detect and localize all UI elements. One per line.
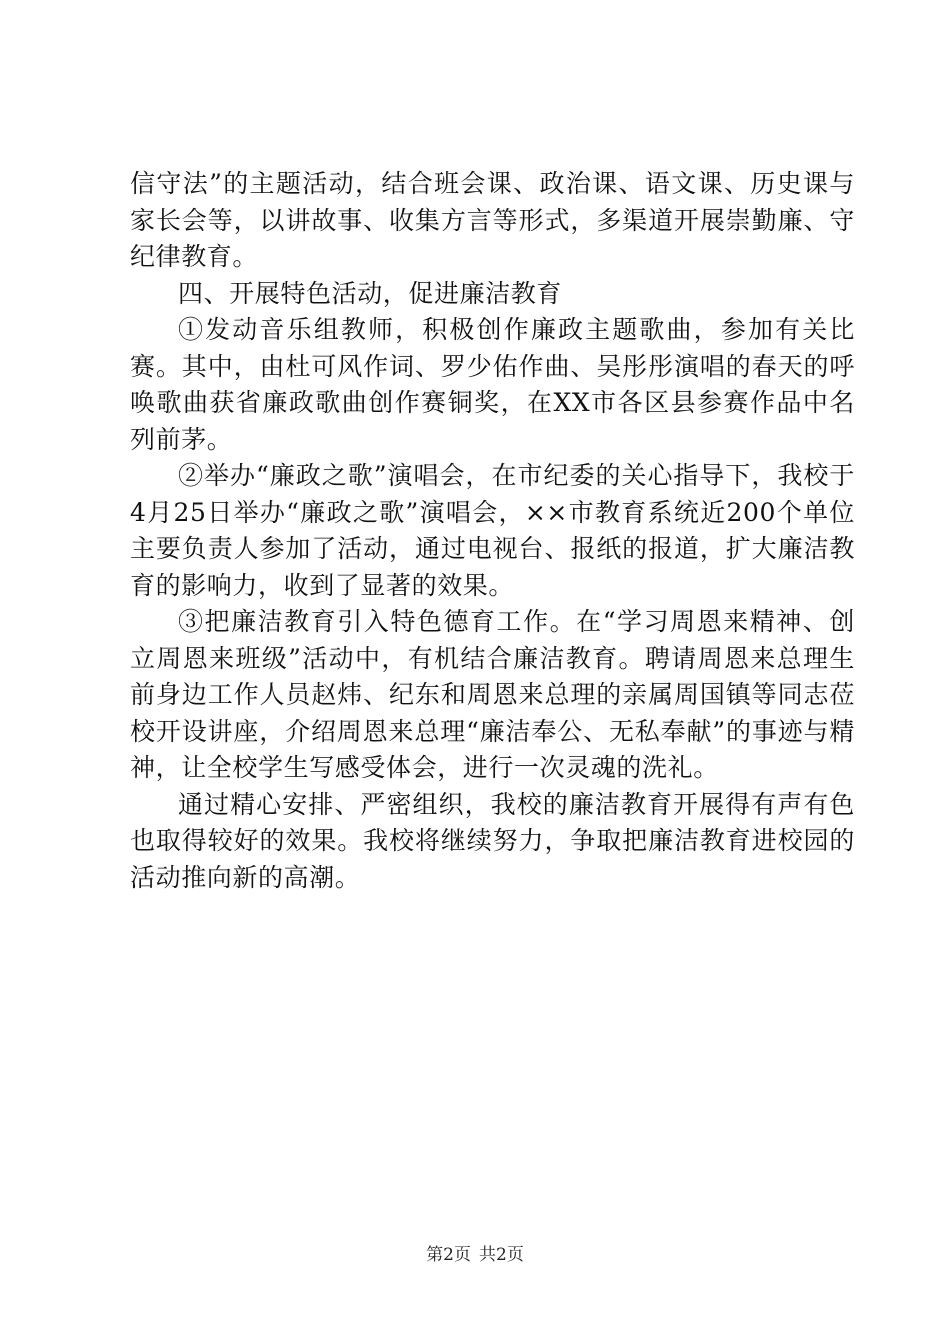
page-total: 共2页 bbox=[479, 1245, 524, 1265]
document-body bbox=[130, 166, 855, 896]
paragraph-item-3: ③把廉洁教育引入特色德育工作。在“学习周恩来精神、创立周恩来班级”活动中，有机结合廉洁教育。聘请周恩来总理生前身边工作人员赵炜、纪东和周恩来总理的亲属周国镇等同志莅校开设讲座，介绍周恩来总理“廉洁奉公、无私奉献”的事迹与精神，让全校学生写感受体会，进行一次灵魂的洗礼。 bbox=[130, 607, 855, 782]
paragraph-item-2: ②举办“廉政之歌”演唱会，在市纪委的关心指导下，我校于4月25日举办“廉政之歌”演唱会，××市教育系统近200个单位主要负责人参加了活动，通过电视台、报纸的报道，扩大廉洁教育的影响力，收到了显著的效果。 bbox=[130, 461, 855, 600]
section-heading: 四、开展特色活动，促进廉洁教育 bbox=[178, 278, 563, 308]
paragraph-continuation: 信守法”的主题活动，结合班会课、政治课、语文课、历史课与家长会等，以讲故事、收集方言等形式，多渠道开展崇勤廉、守纪律教育。 bbox=[130, 169, 855, 271]
page-footer bbox=[0, 1244, 950, 1266]
page-number: 第2页 bbox=[426, 1245, 471, 1265]
paragraph-item-1: ①发动音乐组教师，积极创作廉政主题歌曲，参加有关比赛。其中，由杜可风作词、罗少佑作曲、吴彤彤演唱的春天的呼唤歌曲获省廉政歌曲创作赛铜奖，在XX市各区县参赛作品中名列前茅。 bbox=[130, 315, 855, 454]
paragraph-conclusion: 通过精心安排、严密组织，我校的廉洁教育开展得有声有色也取得较好的效果。我校将继续努力，争取把廉洁教育进校园的活动推向新的高潮。 bbox=[130, 789, 855, 892]
